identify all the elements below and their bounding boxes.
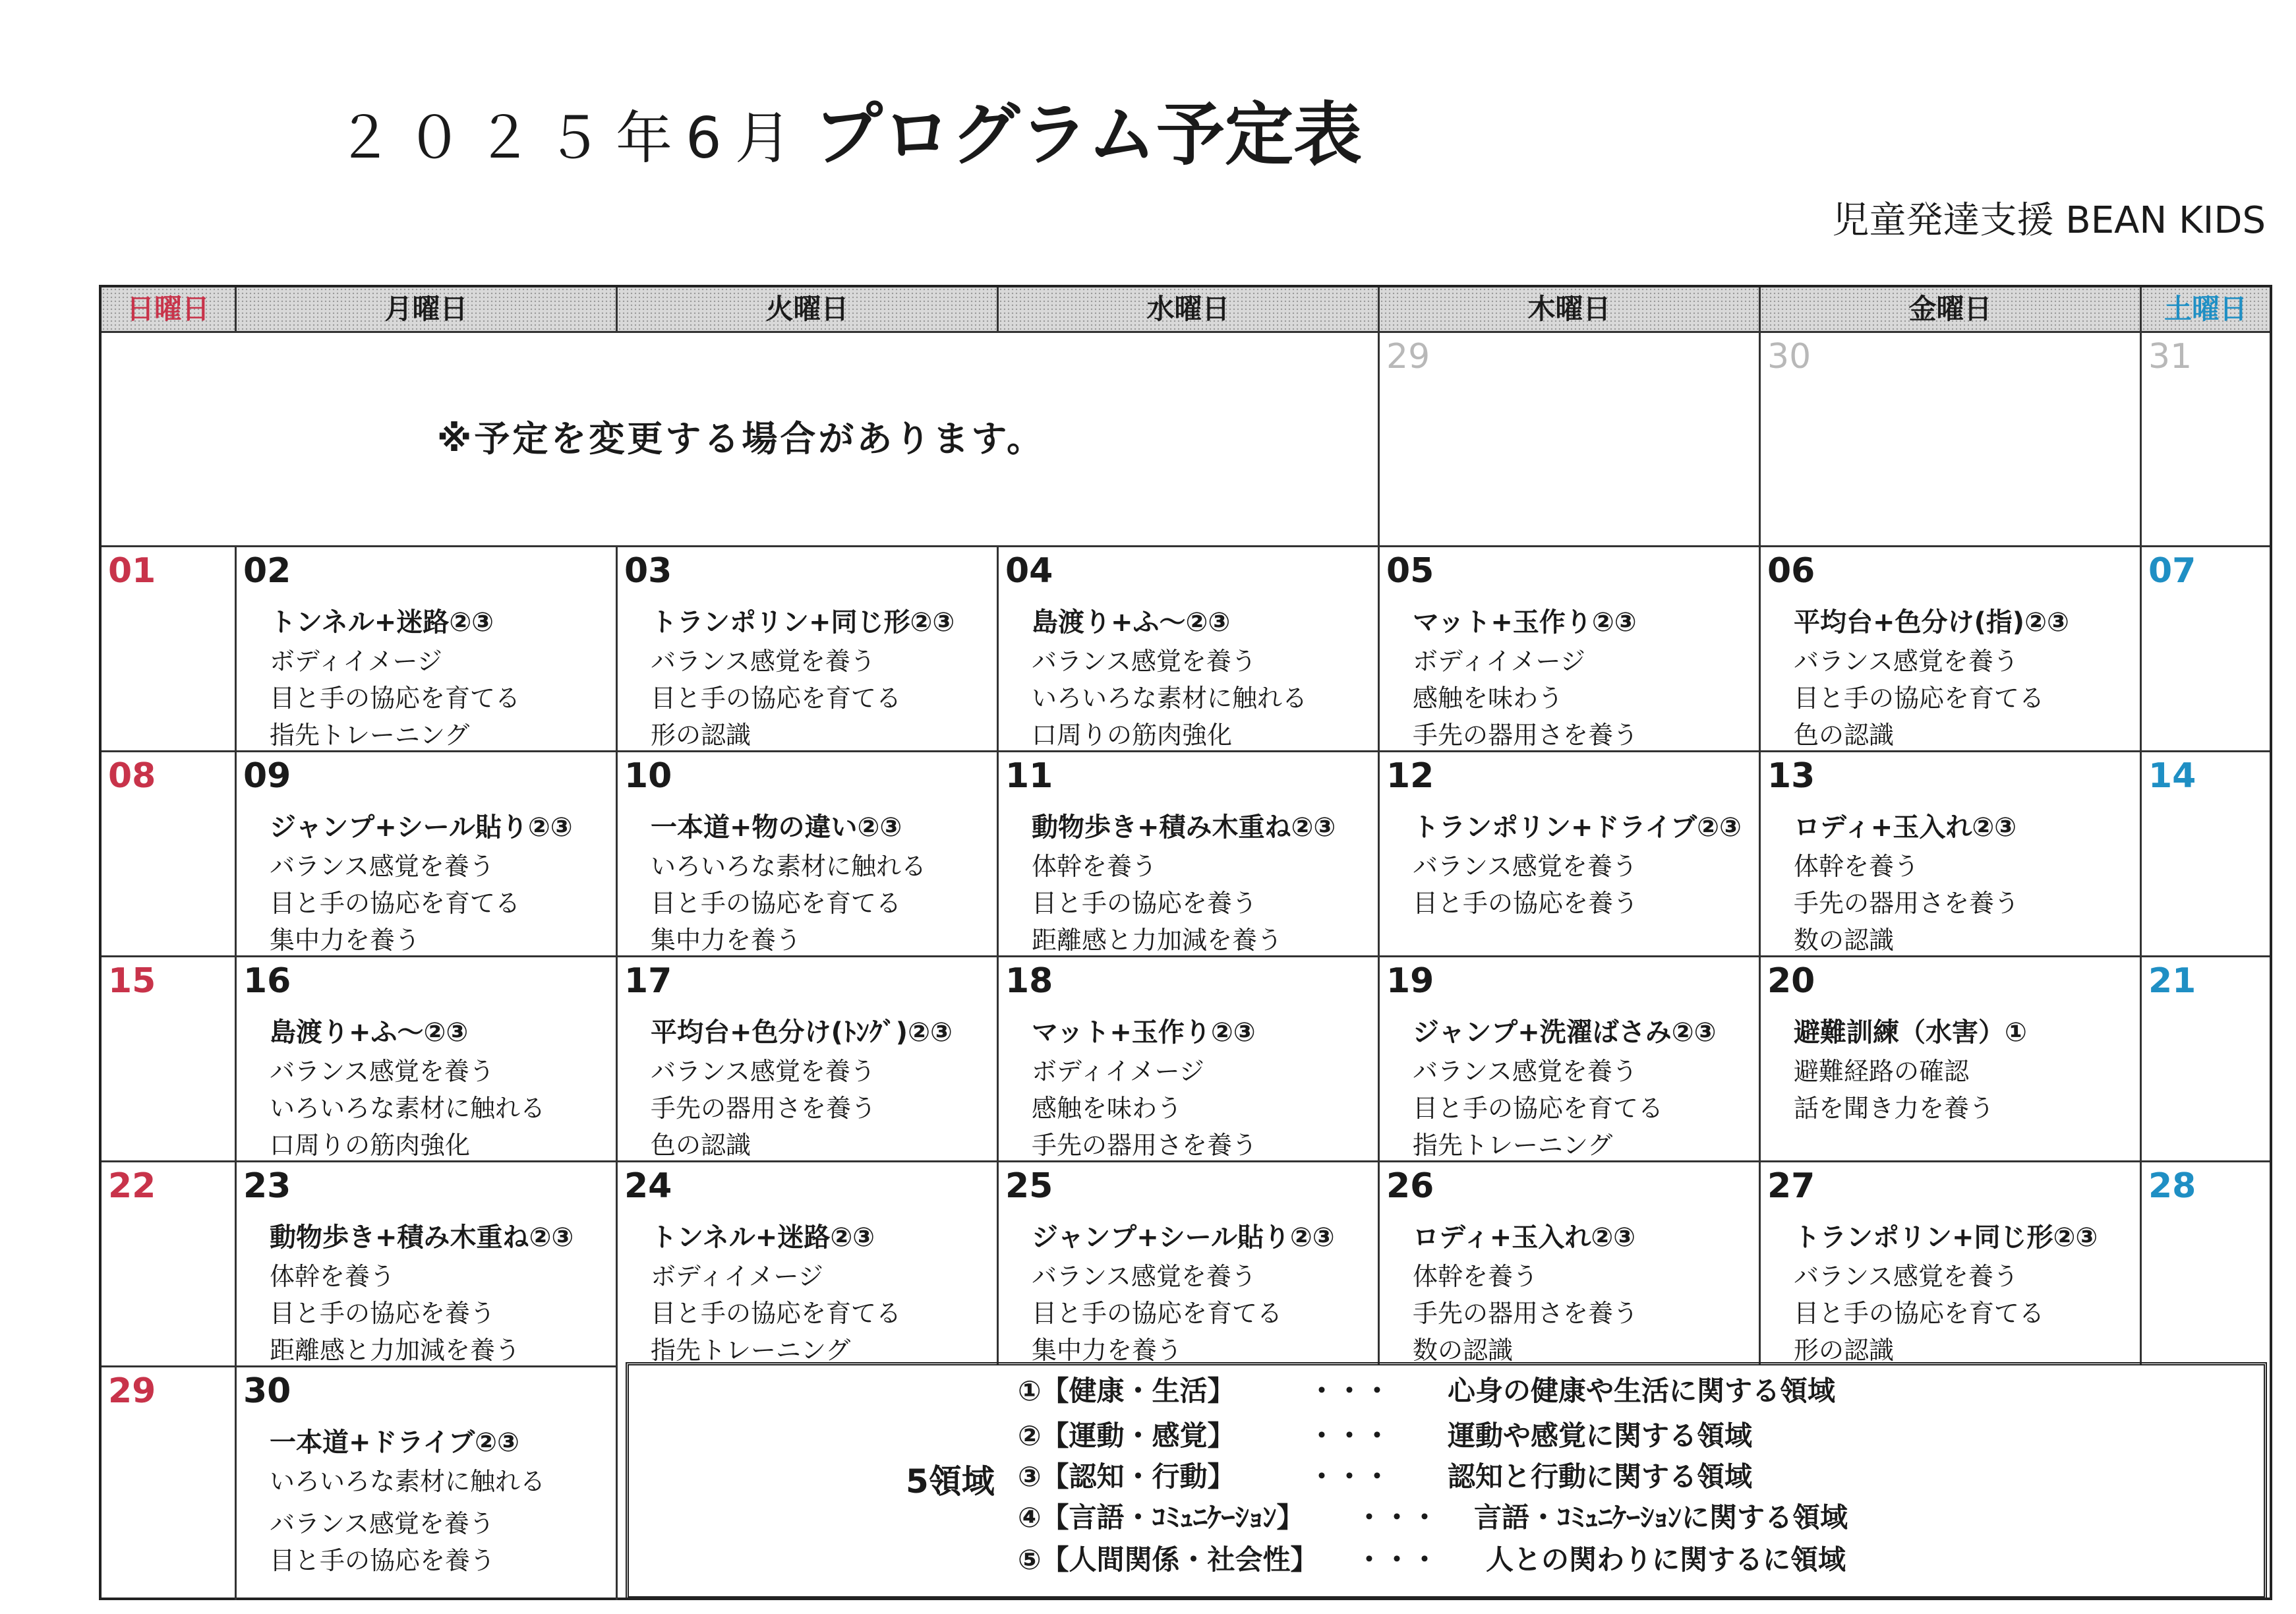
calendar-cell: [102, 750, 237, 955]
weekday-header-thu: 木曜日: [1380, 287, 1761, 331]
legend-dots: ・・・: [1308, 1375, 1392, 1407]
program-title: ジャンプ+シール貼り②③: [1032, 1222, 1335, 1253]
calendar-cell: [102, 1160, 237, 1365]
program-title: 一本道+ドライブ②③: [270, 1427, 519, 1458]
day-number: 24: [624, 1166, 672, 1206]
calendar-cell: [237, 1365, 618, 1600]
program-note: バランス感覚を養う: [651, 1057, 875, 1086]
day-number: 09: [243, 756, 291, 796]
day-number: 12: [1386, 756, 1434, 796]
program-note: 目と手の協応を育てる: [1413, 1094, 1664, 1123]
legend-dots: ・・・: [1308, 1420, 1392, 1452]
calendar-cell-prev: [1380, 331, 1761, 545]
program-title: 島渡り+ふ～②③: [1032, 607, 1231, 638]
program-title: トンネル+迷路②③: [270, 607, 494, 638]
program-note: 目と手の協応を育てる: [651, 684, 902, 713]
legend-label: ①【健康・生活】: [1018, 1375, 1235, 1407]
day-number: 31: [2148, 337, 2193, 376]
legend-dots: ・・・: [1355, 1501, 1439, 1534]
organization-name: 児童発達支援 BEAN KIDS: [1832, 199, 2266, 242]
day-number: 10: [624, 756, 672, 796]
day-number: 11: [1005, 756, 1053, 796]
weekday-header-tue: 火曜日: [618, 287, 999, 331]
program-note: 口周りの筋肉強化: [1032, 721, 1233, 750]
program-title: ロディ+玉入れ②③: [1413, 1222, 1636, 1253]
program-note: 話を聞き力を養う: [1794, 1094, 1995, 1123]
program-note: バランス感覚を養う: [1794, 1262, 2018, 1291]
program-note: 体幹を養う: [1032, 852, 1158, 881]
calendar-cell-prev: [1761, 331, 2142, 545]
day-number: 19: [1386, 961, 1434, 1001]
day-number: 04: [1005, 551, 1053, 591]
calendar-cell: [1380, 1160, 1761, 1365]
calendar-cell: [999, 545, 1380, 750]
program-note: 集中力を養う: [270, 926, 421, 955]
legend-title: 5領域: [906, 1462, 995, 1501]
program-note: 体幹を養う: [1413, 1262, 1539, 1291]
legend-description: 心身の健康や生活に関する領域: [1448, 1375, 1836, 1407]
calendar-cell: [999, 1160, 1380, 1365]
day-number: 06: [1767, 551, 1815, 591]
calendar-cell: [1761, 750, 2142, 955]
program-note: 目と手の協応を育てる: [1794, 1299, 2045, 1328]
program-note: いろいろな素材に触れる: [1032, 684, 1308, 713]
page-title: プログラム予定表: [814, 94, 1362, 175]
calendar-cell: [2142, 545, 2270, 750]
program-note: 目と手の協応を育てる: [1032, 1299, 1283, 1328]
program-title: ジャンプ+洗濯ばさみ②③: [1413, 1017, 1717, 1048]
program-note: 手先の器用さを養う: [1413, 1299, 1639, 1328]
day-number: 01: [108, 551, 156, 591]
calendar-cell: [1761, 545, 2142, 750]
weekday-header-mon: 月曜日: [237, 287, 618, 331]
program-title: トランポリン+ドライブ②③: [1413, 812, 1742, 843]
program-note: 目と手の協応を養う: [270, 1546, 496, 1575]
program-note: 集中力を養う: [1032, 1336, 1183, 1365]
day-number: 30: [1767, 337, 1811, 376]
notice-cell: [102, 331, 1380, 545]
program-note: 目と手の協応を育てる: [651, 1299, 902, 1328]
calendar-cell: [618, 545, 999, 750]
day-number: 02: [243, 551, 291, 591]
calendar-cell: [1761, 955, 2142, 1160]
program-note: 指先トレーニング: [651, 1336, 851, 1365]
legend-description: 人との関わりに関するに領域: [1486, 1543, 1846, 1576]
legend-description: 言語・ｺﾐｭﾆｹｰｼｮﾝに関する領域: [1474, 1501, 1848, 1534]
calendar-cell-prev: [2142, 331, 2270, 545]
program-title: 一本道+物の違い②③: [651, 812, 902, 843]
calendar-cell: [1380, 545, 1761, 750]
five-domains-legend: [626, 1362, 2267, 1599]
program-title: トランポリン+同じ形②③: [651, 607, 955, 638]
calendar-cell: [1380, 750, 1761, 955]
legend-dots: ・・・: [1308, 1460, 1392, 1493]
calendar-cell: [102, 955, 237, 1160]
day-number: 08: [108, 756, 156, 796]
program-title: トンネル+迷路②③: [651, 1222, 875, 1253]
program-note: 集中力を養う: [651, 926, 802, 955]
calendar-cell: [1380, 955, 1761, 1160]
calendar-cell: [2142, 955, 2270, 1160]
program-note: 感触を味わう: [1032, 1094, 1183, 1123]
program-note: 目と手の協応を養う: [1413, 889, 1639, 918]
day-number: 18: [1005, 961, 1053, 1001]
program-note: 感触を味わう: [1413, 684, 1564, 713]
day-number: 14: [2148, 756, 2196, 796]
program-note: 数の認識: [1794, 926, 1895, 955]
program-note: 避難経路の確認: [1794, 1057, 1970, 1086]
program-note: バランス感覚を養う: [1794, 647, 2018, 676]
legend-description: 認知と行動に関する領域: [1448, 1460, 1753, 1493]
calendar-cell: [237, 955, 618, 1160]
program-title: 動物歩き+積み木重ね②③: [270, 1222, 574, 1253]
program-note: 距離感と力加減を養う: [270, 1336, 521, 1365]
day-number: 20: [1767, 961, 1815, 1001]
program-note: いろいろな素材に触れる: [270, 1094, 546, 1123]
program-note: 手先の器用さを養う: [651, 1094, 877, 1123]
calendar-cell: [999, 955, 1380, 1160]
day-number: 26: [1386, 1166, 1434, 1206]
day-number: 21: [2148, 961, 2196, 1001]
program-title: 平均台+色分け(指)②③: [1794, 607, 2069, 638]
day-number: 07: [2148, 551, 2196, 591]
day-number: 29: [1386, 337, 1430, 376]
weekday-header-wed: 水曜日: [999, 287, 1380, 331]
program-note: バランス感覚を養う: [1413, 852, 1637, 881]
program-title: 平均台+色分け(ﾄﾝｸﾞ)②③: [651, 1017, 953, 1048]
program-note: バランス感覚を養う: [1032, 647, 1256, 676]
calendar-cell: [2142, 750, 2270, 955]
legend-dots: ・・・: [1355, 1543, 1439, 1576]
day-number: 22: [108, 1166, 156, 1206]
day-number: 29: [108, 1371, 156, 1411]
program-note: 数の認識: [1413, 1336, 1514, 1365]
day-number: 15: [108, 961, 156, 1001]
program-note: 距離感と力加減を養う: [1032, 926, 1283, 955]
day-number: 30: [243, 1371, 291, 1411]
program-note: バランス感覚を養う: [270, 1509, 494, 1538]
program-note: 色の認識: [651, 1131, 751, 1160]
program-note: いろいろな素材に触れる: [270, 1467, 546, 1496]
program-note: 目と手の協応を育てる: [1794, 684, 2045, 713]
weekday-header-sun: 日曜日: [102, 287, 237, 331]
legend-label: ④【言語・ｺﾐｭﾆｹｰｼｮﾝ】: [1018, 1501, 1305, 1534]
program-note: 指先トレーニング: [1413, 1131, 1613, 1160]
day-number: 13: [1767, 756, 1815, 796]
program-title: 島渡り+ふ～②③: [270, 1017, 469, 1048]
program-note: 指先トレーニング: [270, 721, 470, 750]
program-note: 形の認識: [1794, 1336, 1895, 1365]
legend-label: ③【認知・行動】: [1018, 1460, 1235, 1493]
legend-description: 運動や感覚に関する領域: [1448, 1420, 1753, 1452]
program-note: 目と手の協応を養う: [270, 1299, 496, 1328]
calendar-cell: [2142, 1160, 2270, 1365]
calendar-cell: [102, 545, 237, 750]
weekday-header-fri: 金曜日: [1761, 287, 2142, 331]
day-number: 03: [624, 551, 672, 591]
program-title: 動物歩き+積み木重ね②③: [1032, 812, 1336, 843]
legend-label: ②【運動・感覚】: [1018, 1420, 1235, 1452]
calendar-cell: [237, 750, 618, 955]
program-note: バランス感覚を養う: [270, 1057, 494, 1086]
program-note: ボディイメージ: [1032, 1057, 1204, 1086]
program-title: マット+玉作り②③: [1413, 607, 1637, 638]
page-title-year: ２０２５年6月: [336, 105, 805, 171]
calendar-cell: [618, 955, 999, 1160]
program-title: ロディ+玉入れ②③: [1794, 812, 2017, 843]
program-note: 体幹を養う: [270, 1262, 396, 1291]
program-note: バランス感覚を養う: [1413, 1057, 1637, 1086]
day-number: 16: [243, 961, 291, 1001]
day-number: 25: [1005, 1166, 1053, 1206]
program-title: ジャンプ+シール貼り②③: [270, 812, 573, 843]
program-note: 手先の器用さを養う: [1413, 721, 1639, 750]
program-note: 目と手の協応を育てる: [270, 684, 521, 713]
calendar-cell: [999, 750, 1380, 955]
program-note: 形の認識: [651, 721, 751, 750]
program-note: ボディイメージ: [1413, 647, 1585, 676]
program-note: ボディイメージ: [651, 1262, 823, 1291]
weekday-header-sat: 土曜日: [2142, 287, 2270, 331]
legend-label: ⑤【人間関係・社会性】: [1018, 1543, 1318, 1576]
calendar-cell: [237, 545, 618, 750]
program-note: 目と手の協応を育てる: [270, 889, 521, 918]
program-note: いろいろな素材に触れる: [651, 852, 927, 881]
program-title: トランポリン+同じ形②③: [1794, 1222, 2098, 1253]
day-number: 28: [2148, 1166, 2196, 1206]
day-number: 27: [1767, 1166, 1815, 1206]
program-title: 避難訓練（水害）①: [1794, 1017, 2027, 1048]
day-number: 17: [624, 961, 672, 1001]
program-note: 手先の器用さを養う: [1032, 1131, 1258, 1160]
calendar-table: [99, 285, 2272, 1600]
program-note: バランス感覚を養う: [651, 647, 875, 676]
calendar-cell: [102, 1365, 237, 1600]
program-note: 手先の器用さを養う: [1794, 889, 2020, 918]
calendar-cell: [237, 1160, 618, 1365]
calendar-cell: [618, 1160, 999, 1365]
program-title: マット+玉作り②③: [1032, 1017, 1256, 1048]
notice-text: ※予定を変更する場合があります。: [436, 418, 1045, 460]
program-note: バランス感覚を養う: [270, 852, 494, 881]
program-note: 目と手の協応を育てる: [651, 889, 902, 918]
day-number: 23: [243, 1166, 291, 1206]
calendar-cell: [618, 750, 999, 955]
program-note: 色の認識: [1794, 721, 1895, 750]
calendar-cell: [1761, 1160, 2142, 1365]
program-note: 口周りの筋肉強化: [270, 1131, 471, 1160]
program-note: 目と手の協応を養う: [1032, 889, 1258, 918]
program-note: ボディイメージ: [270, 647, 442, 676]
day-number: 05: [1386, 551, 1434, 591]
program-note: 体幹を養う: [1794, 852, 1920, 881]
program-note: バランス感覚を養う: [1032, 1262, 1256, 1291]
